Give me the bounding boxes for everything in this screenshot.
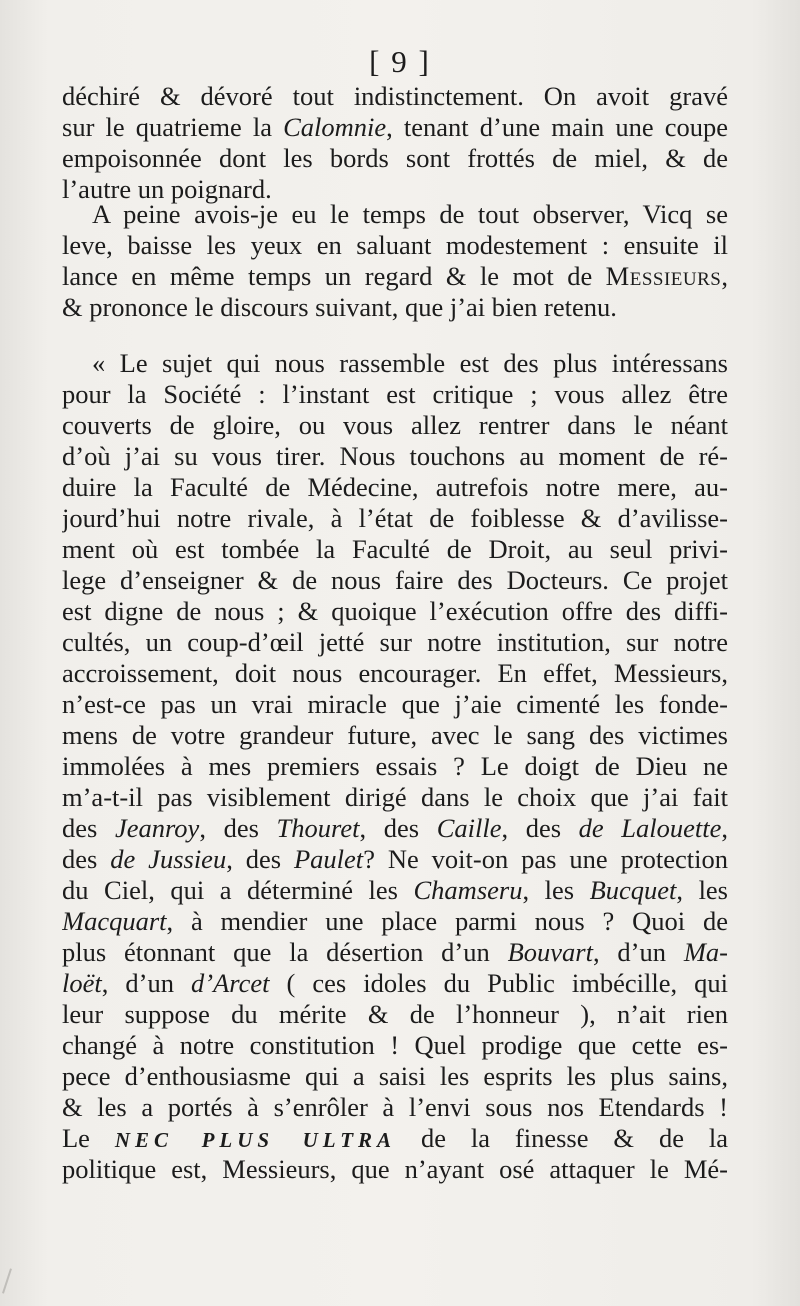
italic-name: Thouret bbox=[276, 813, 360, 843]
text-line: lance en même temps un regard & le mot de Messieurs, bbox=[62, 261, 728, 291]
italic-name: Ma- bbox=[683, 937, 728, 967]
text-line: sur le quatrieme la Calomnie, tenant d’une main une coupe bbox=[62, 112, 728, 142]
emphasized-phrase: NEC PLUS ULTRA bbox=[114, 1128, 397, 1152]
text-line: pour la Société : l’instant est critique ; vous allez être bbox=[62, 379, 728, 409]
text-line: des Jeanroy, des Thouret, des Caille, des de Lalouette, bbox=[62, 813, 728, 843]
text-line: jourd’hui notre rivale, à l’état de foiblesse & d’avilisse- bbox=[62, 503, 728, 533]
text-line: leve, baisse les yeux en saluant modestement : ensuite il bbox=[62, 230, 728, 260]
italic-name: d’Arcet bbox=[191, 968, 270, 998]
text-line: du Ciel, qui a déterminé les Chamseru, les Bucquet, les bbox=[62, 875, 728, 905]
italic-name: loët bbox=[62, 968, 102, 998]
text-line: politique est, Messieurs, que n’ayant osé attaquer le Mé- bbox=[62, 1154, 728, 1184]
small-caps-word: Messieurs bbox=[605, 261, 722, 291]
italic-name: Caille bbox=[436, 813, 502, 843]
text-line: & les a portés à s’enrôler à l’envi sous nos Etendards ! bbox=[62, 1092, 728, 1122]
italic-name: de Jussieu bbox=[110, 844, 227, 874]
italic-name: Paulet bbox=[294, 844, 364, 874]
text-line: A peine avois-je eu le temps de tout observer, Vicq se bbox=[92, 199, 728, 229]
text-line: immolées à mes premiers essais ? Le doigt de Dieu ne bbox=[62, 751, 728, 781]
text-line: Macquart, à mendier une place parmi nous ? Quoi de bbox=[62, 906, 728, 936]
text-line: couverts de gloire, ou vous allez rentrer dans le néant bbox=[62, 410, 728, 440]
text-line: « Le sujet qui nous rassemble est des plus intéressans bbox=[92, 348, 728, 378]
paragraph-narration bbox=[62, 199, 728, 323]
text-line: mens de votre grandeur future, avec le sang des victimes bbox=[62, 720, 728, 750]
text-line: accroissement, doit nous encourager. En effet, Messieurs, bbox=[62, 658, 728, 688]
paragraph-description bbox=[62, 81, 728, 205]
text-line: changé à notre constitution ! Quel prodige que cette es- bbox=[62, 1030, 728, 1060]
italic-name: Macquart bbox=[62, 906, 167, 936]
text-line: cultés, un coup-d’œil jetté sur notre institution, sur notre bbox=[62, 627, 728, 657]
text-line: déchiré & dévoré tout indistinctement. On avoit gravé bbox=[62, 81, 728, 111]
italic-name: de Lalouette bbox=[578, 813, 722, 843]
text-line: loët, d’un d’Arcet ( ces idoles du Public imbécille, qui bbox=[62, 968, 728, 998]
text-line: empoisonnée dont les bords sont frottés de miel, & de bbox=[62, 143, 728, 173]
text-line: leur suppose du mérite & de l’honneur ), n’ait rien bbox=[62, 999, 728, 1029]
text-line: l’autre un poignard. bbox=[62, 174, 272, 204]
italic-name: Chamseru bbox=[413, 875, 523, 905]
text-line: est digne de nous ; & quoique l’exécution offre des diffi- bbox=[62, 596, 728, 626]
page-number: [ 9 ] bbox=[369, 44, 431, 79]
italic-name: Bouvart bbox=[507, 937, 593, 967]
text-line: ment où est tombée la Faculté de Droit, au seul privi- bbox=[62, 534, 728, 564]
text-line: plus étonnant que la désertion d’un Bouvart, d’un Ma- bbox=[62, 937, 728, 967]
text-line: d’où j’ai su vous tirer. Nous touchons au moment de ré- bbox=[62, 441, 728, 471]
text-line: Le NEC PLUS ULTRA de la finesse & de la bbox=[62, 1123, 728, 1153]
paper-mark bbox=[2, 1268, 12, 1293]
italic-name: Calomnie bbox=[283, 112, 387, 142]
text-line: pece d’enthousiasme qui a saisi les esprits les plus sains, bbox=[62, 1061, 728, 1091]
text-line: & prononce le discours suivant, que j’ai bien retenu. bbox=[62, 292, 617, 322]
text-line: n’est-ce pas un vrai miracle que j’aie cimenté les fonde- bbox=[62, 689, 728, 719]
text-line: des de Jussieu, des Paulet? Ne voit-on pas une protection bbox=[62, 844, 728, 874]
italic-name: Jeanroy bbox=[114, 813, 200, 843]
text-line: lege d’enseigner & de nous faire des Docteurs. Ce projet bbox=[62, 565, 728, 595]
italic-name: Bucquet bbox=[589, 875, 677, 905]
text-line: m’a-t-il pas visiblement dirigé dans le choix que j’ai fait bbox=[62, 782, 728, 812]
text-line: duire la Faculté de Médecine, autrefois notre mere, au- bbox=[62, 472, 728, 502]
paragraph-speech bbox=[62, 348, 728, 1185]
